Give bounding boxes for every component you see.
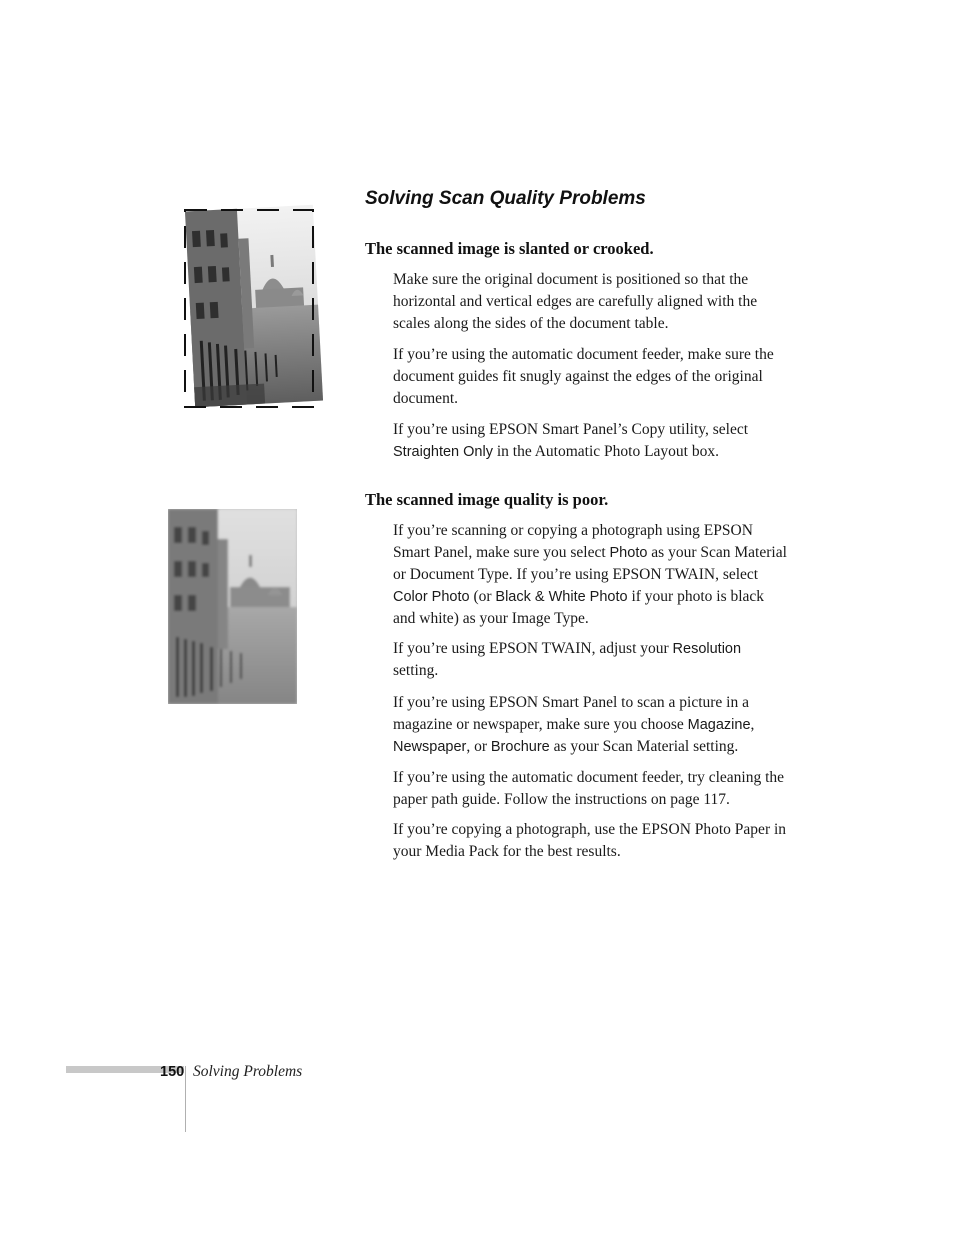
ui-term-color-photo: Color Photo bbox=[393, 589, 470, 605]
page-number: 150 bbox=[160, 1064, 185, 1080]
slanted-scan-figure bbox=[176, 198, 332, 418]
paragraph-paper-path: If you’re using the automatic document feeder, try cleaning the paper path guide. Follow the instructions on page 117. bbox=[393, 769, 785, 808]
paragraph-photo-type: If you’re scanning or copying a photograph using EPSON Smart Panel, make sure you select Photo as your Scan Material or Document Type. If you’re using EPSON TWAIN, select Color Photo (or Black & White Photo if your photo is black and white) as your Image Type. bbox=[393, 522, 787, 627]
paragraph-photo-paper: If you’re copying a photograph, use the EPSON Photo Paper in your Media Pack for the best results. bbox=[393, 821, 787, 860]
footer-rule bbox=[185, 1066, 186, 1132]
ui-term-magazine: Magazine bbox=[687, 717, 751, 733]
paragraph-alignment: Make sure the original document is positioned so that the horizontal and vertical edges are carefully aligned with the scales along the sides of the document table. bbox=[393, 271, 758, 332]
footer-chapter-title: Solving Problems bbox=[193, 1063, 303, 1080]
ui-term-newspaper: Newspaper bbox=[393, 739, 467, 755]
ui-term-brochure: Brochure bbox=[490, 739, 550, 755]
section-title: Solving Scan Quality Problems bbox=[365, 188, 646, 209]
paragraph-document-guides: If you’re using the automatic document feeder, make sure the document guides fit snugly against the edges of the original document. bbox=[393, 346, 774, 407]
ui-term-resolution: Resolution bbox=[672, 641, 742, 657]
ui-term-photo: Photo bbox=[609, 545, 648, 561]
paragraph-scan-material: If you’re using EPSON Smart Panel to scan a picture in a magazine or newspaper, make sure you choose Magazine, Newspaper, or Brochure as your Scan Material setting. bbox=[393, 694, 755, 755]
paragraph-resolution: If you’re using EPSON TWAIN, adjust your Resolution setting. bbox=[393, 640, 742, 679]
paragraph-straighten: If you’re using EPSON Smart Panel’s Copy utility, select Straighten Only in the Automatic Photo Layout box. bbox=[393, 421, 749, 460]
ui-term-straighten-only: Straighten Only bbox=[393, 444, 493, 460]
heading-poor-quality: The scanned image quality is poor. bbox=[365, 490, 609, 509]
heading-slanted: The scanned image is slanted or crooked. bbox=[365, 239, 654, 258]
poor-quality-scan-figure bbox=[168, 509, 297, 704]
ui-term-bw-photo: Black & White Photo bbox=[495, 589, 628, 605]
